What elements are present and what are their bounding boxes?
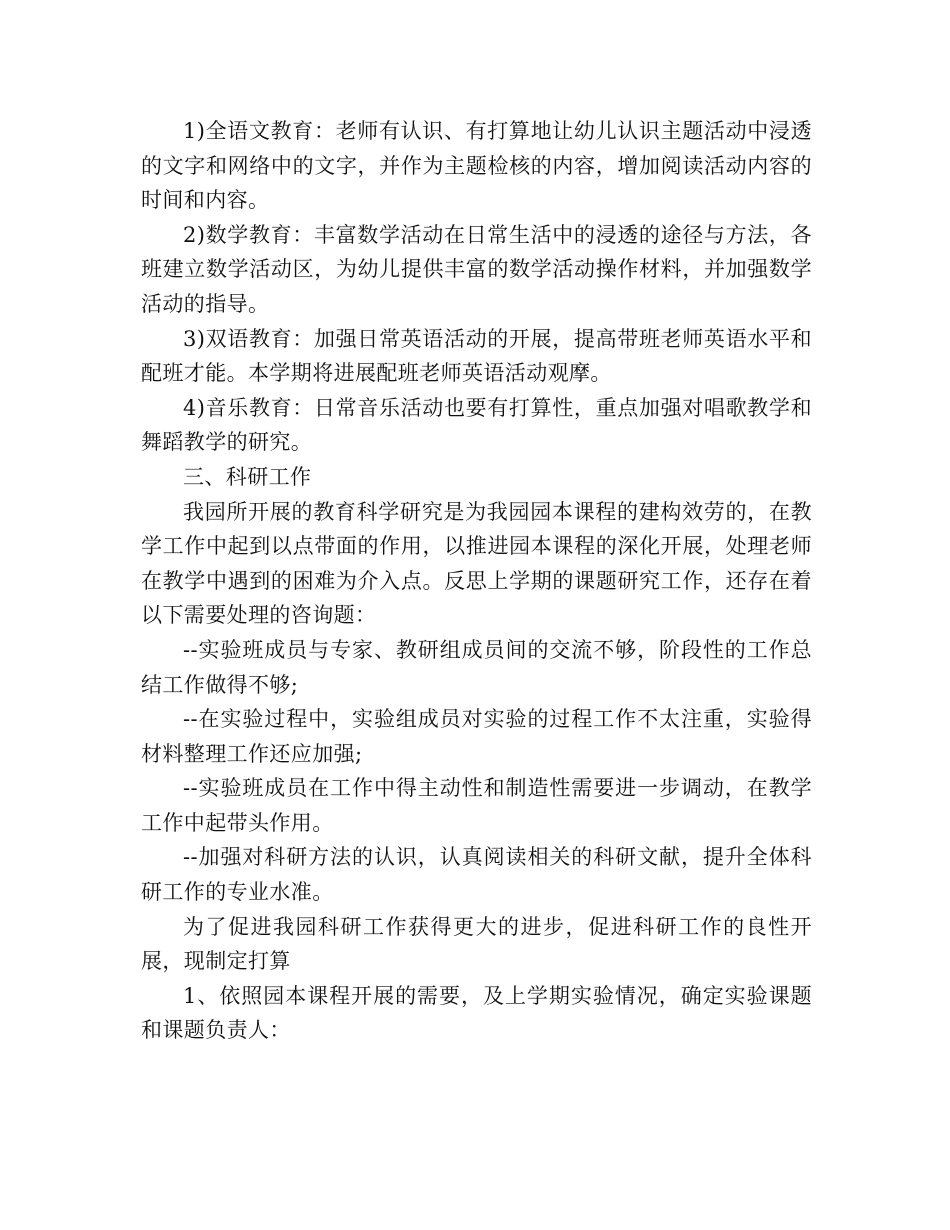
document-page [141,114,812,1048]
paragraph-whole-language-education: 1)全语文教育：老师有认识、有打算地让幼儿认识主题活动中浸透的文字和网络中的文字，并作为主题检核的内容，增加阅读活动内容的时间和内容。 [141,119,812,213]
paragraph-research-intro: 我园所开展的教育科学研究是为我园园本课程的建构效劳的，在教学工作中起到以点带面的作用，以推进园本课程的深化开展，处理老师在教学中遇到的困难为介入点。反思上学期的课题研究工作，还存在着以下需要处理的咨询题： [141,499,812,628]
list-item-communication-issue: --实验班成员与专家、教研组成员间的交流不够，阶段性的工作总结工作做得不够; [141,637,812,697]
paragraph-math-education: 2)数学教育：丰富数学活动在日常生活中的浸透的途径与方法，各班建立数学活动区，为幼儿提供丰富的数学活动操作材料，并加强数学活动的指导。 [141,222,812,316]
section-heading-research-work: 三、科研工作 [183,464,312,489]
list-item-methods-issue: --加强对科研方法的认识，认真阅读相关的科研文献，提升全体科研工作的专业水准。 [141,845,812,905]
paragraph-plan-intro: 为了促进我园科研工作获得更大的进步，促进科研工作的良性开展，现制定打算 [141,914,812,974]
list-item-initiative-issue: --实验班成员在工作中得主动性和制造性需要进一步调动，在教学工作中起带头作用。 [141,776,812,835]
list-item-process-issue: --在实验过程中，实验组成员对实验的过程工作不太注重，实验得材料整理工作还应加强; [141,707,812,766]
paragraph-bilingual-education: 3)双语教育：加强日常英语活动的开展，提高带班老师英语水平和配班才能。本学期将进展配班老师英语活动观摩。 [141,326,812,386]
paragraph-plan-item-1: 1、依照园本课程开展的需要，及上学期实验情况，确定实验课题和课题负责人： [141,983,812,1043]
paragraph-music-education: 4)音乐教育：日常音乐活动也要有打算性，重点加强对唱歌教学和舞蹈教学的研究。 [141,395,812,455]
